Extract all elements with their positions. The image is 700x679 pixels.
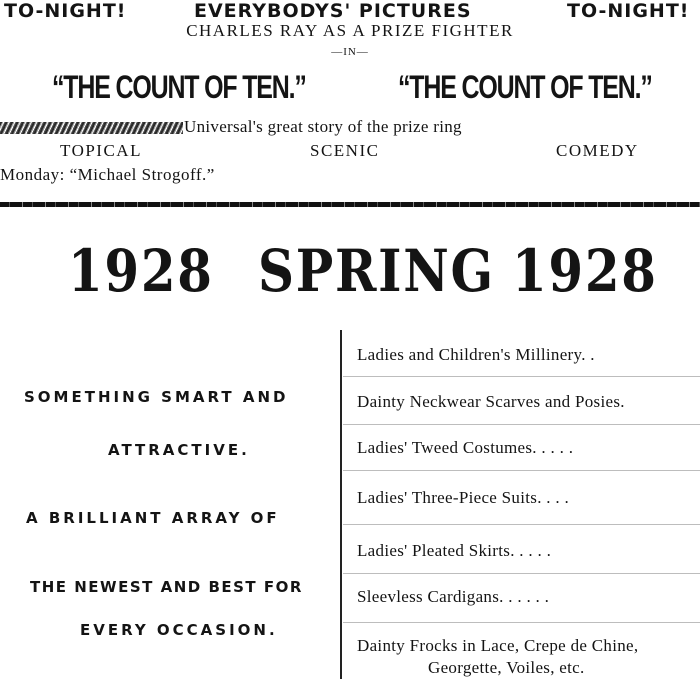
left-line-1: SOMETHING SMART AND	[24, 388, 289, 406]
coming-attraction: Monday: “Michael Strogoff.”	[0, 165, 215, 184]
item-divider	[343, 470, 700, 471]
genre-topical: TOPICAL	[60, 141, 142, 160]
left-line-4: THE NEWEST AND BEST FOR	[30, 578, 303, 596]
cinema-subtitle: CHARLES RAY AS A PRIZE FIGHTER	[186, 21, 514, 40]
spring-headline	[0, 236, 700, 316]
item-divider	[343, 524, 700, 525]
item-costumes: Ladies' Tweed Costumes. . . . .	[357, 438, 574, 457]
item-divider	[343, 424, 700, 425]
column-divider	[340, 330, 342, 679]
item-suits: Ladies' Three-Piece Suits. . . .	[357, 488, 570, 507]
headline-year-right: 1928	[512, 237, 658, 305]
item-skirts: Ladies' Pleated Skirts. . . . .	[357, 541, 552, 560]
item-frocks: Dainty Frocks in Lace, Crepe de Chine,	[357, 636, 639, 655]
cinema-banner	[0, 0, 700, 22]
cinema-connector: —IN—	[331, 46, 369, 58]
genre-scenic: SCENIC	[310, 141, 380, 160]
banner-tonight-left: TO-NIGHT!	[4, 0, 127, 22]
item-divider	[343, 622, 700, 623]
section-rule	[0, 202, 700, 207]
item-frocks-continued: Georgette, Voiles, etc.	[428, 658, 585, 677]
print-smudge	[0, 122, 183, 134]
headline-season: SPRING	[258, 237, 495, 305]
item-neckwear: Dainty Neckwear Scarves and Posies.	[357, 392, 625, 411]
film-title-right: “THE COUNT OF TEN.”	[398, 69, 652, 105]
item-millinery: Ladies and Children's Millinery. .	[357, 345, 595, 364]
left-line-2: ATTRACTIVE.	[108, 441, 250, 459]
film-tagline: Universal's great story of the prize ring	[184, 117, 462, 136]
banner-tonight-right: TO-NIGHT!	[567, 0, 690, 22]
left-line-5: EVERY OCCASION.	[80, 621, 278, 639]
item-cardigans: Sleevless Cardigans. . . . . .	[357, 587, 550, 606]
item-divider	[343, 376, 700, 377]
left-line-3: A BRILLIANT ARRAY OF	[26, 509, 280, 527]
item-divider	[343, 573, 700, 574]
genre-comedy: COMEDY	[556, 141, 639, 160]
banner-theatre-name: EVERYBODYS' PICTURES	[194, 0, 472, 22]
film-title-left: “THE COUNT OF TEN.”	[52, 69, 306, 105]
headline-year-left: 1928	[68, 237, 214, 305]
